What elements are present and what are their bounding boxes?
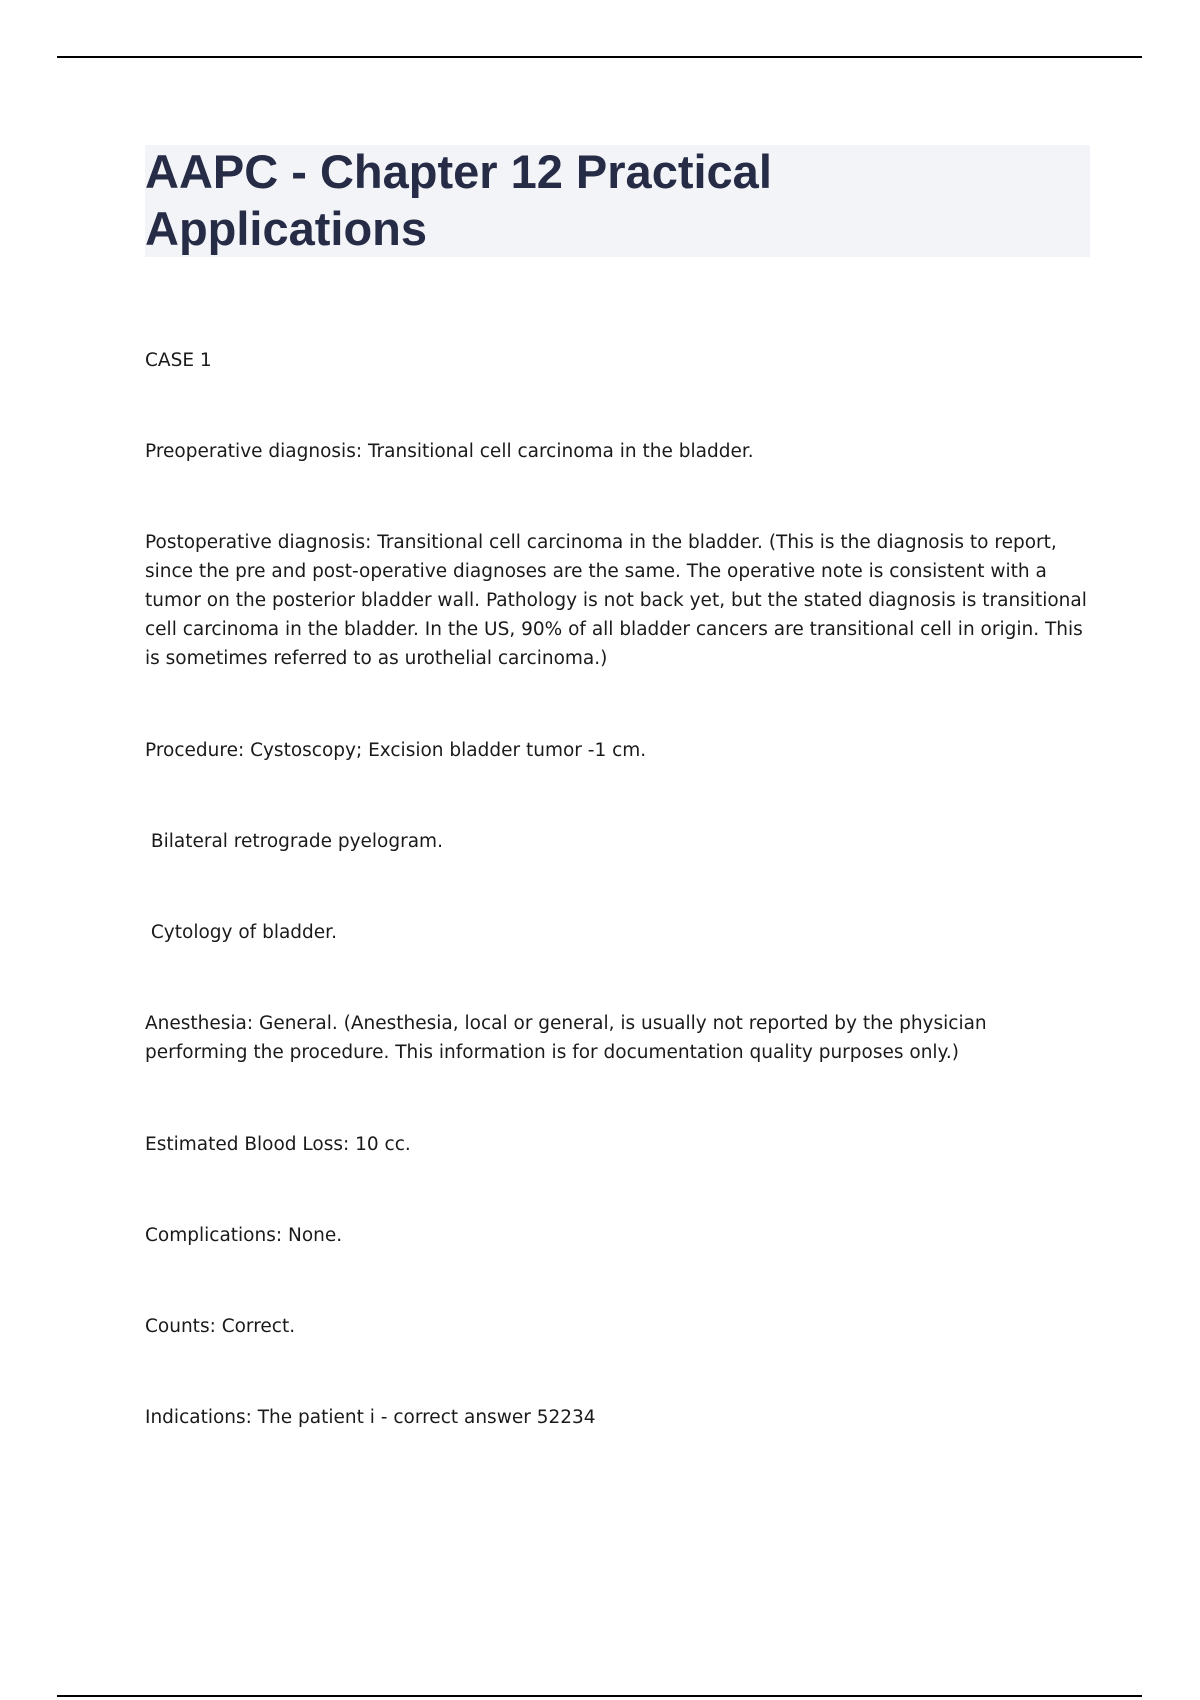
procedure-cytology: Cytology of bladder. xyxy=(145,922,337,943)
top-divider xyxy=(57,56,1142,58)
case-heading: CASE 1 xyxy=(145,350,212,371)
procedure-pyelogram: Bilateral retrograde pyelogram. xyxy=(145,831,443,852)
procedure: Procedure: Cystoscopy; Excision bladder tumor -1 cm. xyxy=(145,740,647,761)
page-title: AAPC - Chapter 12 Practical Applications xyxy=(145,145,772,255)
counts: Counts: Correct. xyxy=(145,1316,296,1337)
preoperative-diagnosis: Preoperative diagnosis: Transitional cell carcinoma in the bladder. xyxy=(145,441,754,462)
bottom-divider xyxy=(57,1695,1142,1697)
estimated-blood-loss: Estimated Blood Loss: 10 cc. xyxy=(145,1134,411,1155)
postoperative-diagnosis: Postoperative diagnosis: Transitional cell carcinoma in the bladder. (This is the diagnosis to report, since the pre and post-operative diagnoses are the same. The operative note is consistent with a tumor on the posterior bladder wall. Pathology is not back yet, but the stated diagnosis is transitional cell carcinoma in the bladder. In the US, 90% of all bladder cancers are transitional cell in origin. This is sometimes referred to as urothelial carcinoma.) xyxy=(145,532,1093,669)
anesthesia: Anesthesia: General. (Anesthesia, local or general, is usually not reported by the physician performing the procedure. This information is for documentation quality purposes only.) xyxy=(145,1013,993,1063)
complications: Complications: None. xyxy=(145,1225,343,1246)
indications: Indications: The patient i - correct answer 52234 xyxy=(145,1407,596,1428)
